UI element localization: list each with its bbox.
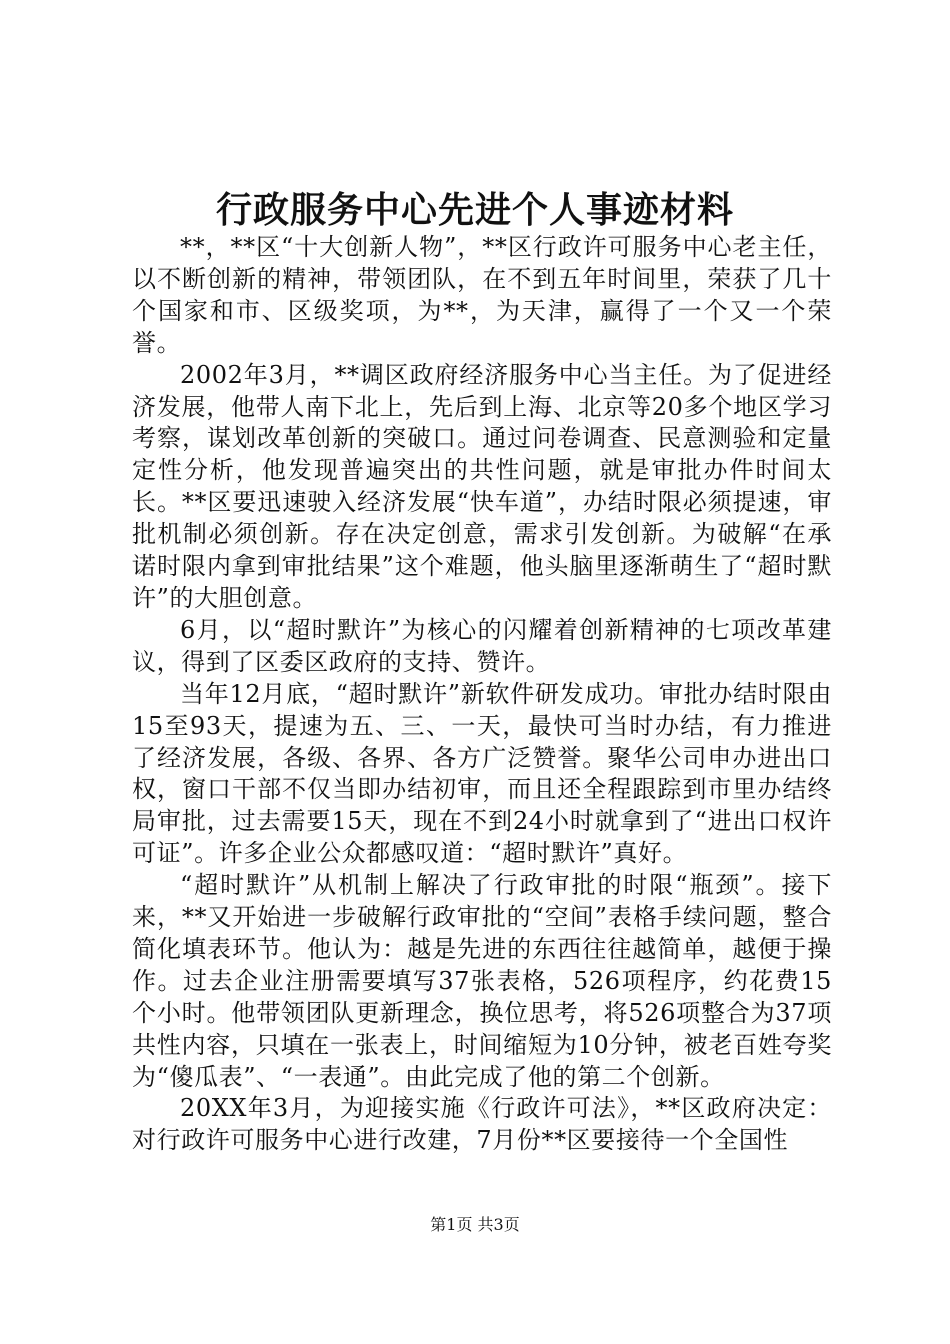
document-title: 行政服务中心先进个人事迹材料 [215,189,734,231]
paragraph: “超时默许”从机制上解决了行政审批的时限“瓶颈”。接下来，**又开始进一步破解行政审批的“空间”表格手续问题，整合简化填表环节。他认为：越是先进的东西往往越简单，越便于操作。过去企业注册需要填写37张表格，526项程序，约花费15个小时。他带领团队更新理念，换位思考，将526项整合为37项共性内容，只填在一张表上，时间缩短为10分钟，被老百姓夸奖为“傻瓜表”、“一表通”。由此完成了他的第二个创新。 [132,871,832,1091]
paragraph: **，**区“十大创新人物”，**区行政许可服务中心老主任，以不断创新的精神，带领团队，在不到五年时间里，荣获了几十个国家和市、区级奖项，为**，为天津，赢得了一个又一个荣誉。 [132,233,832,357]
document-body [132,232,832,1157]
page-footer: 第1页 共3页 [430,1215,520,1234]
paragraph: 20XX年3月，为迎接实施《行政许可法》，**区政府决定：对行政许可服务中心进行改建，7月份**区要接待一个全国性 [132,1094,832,1155]
paragraph: 2002年3月，**调区政府经济服务中心当主任。为了促进经济发展，他带人南下北上，先后到上海、北京等20多个地区学习考察，谋划改革创新的突破口。通过问卷调查、民意测验和定量定性分析，他发现普遍突出的共性问题，就是审批办件时间太长。**区要迅速驶入经济发展“快车道”，办结时限必须提速，审批机制必须创新。存在决定创意，需求引发创新。为破解“在承诺时限内拿到审批结果”这个难题，他头脑里逐渐萌生了“超时默许”的大胆创意。 [132,360,832,612]
paragraph: 6月，以“超时默许”为核心的闪耀着创新精神的七项改革建议，得到了区委区政府的支持、赞许。 [132,615,832,676]
paragraph: 当年12月底，“超时默许”新软件研发成功。审批办结时限由15至93天，提速为五、三、一天，最快可当时办结，有力推进了经济发展，各级、各界、各方广泛赞誉。聚华公司申办进出口权，窗口干部不仅当即办结初审，而且还全程跟踪到市里办结终局审批，过去需要15天，现在不到24小时就拿到了“进出口权许可证”。许多企业公众都感叹道：“超时默许”真好。 [132,679,832,868]
